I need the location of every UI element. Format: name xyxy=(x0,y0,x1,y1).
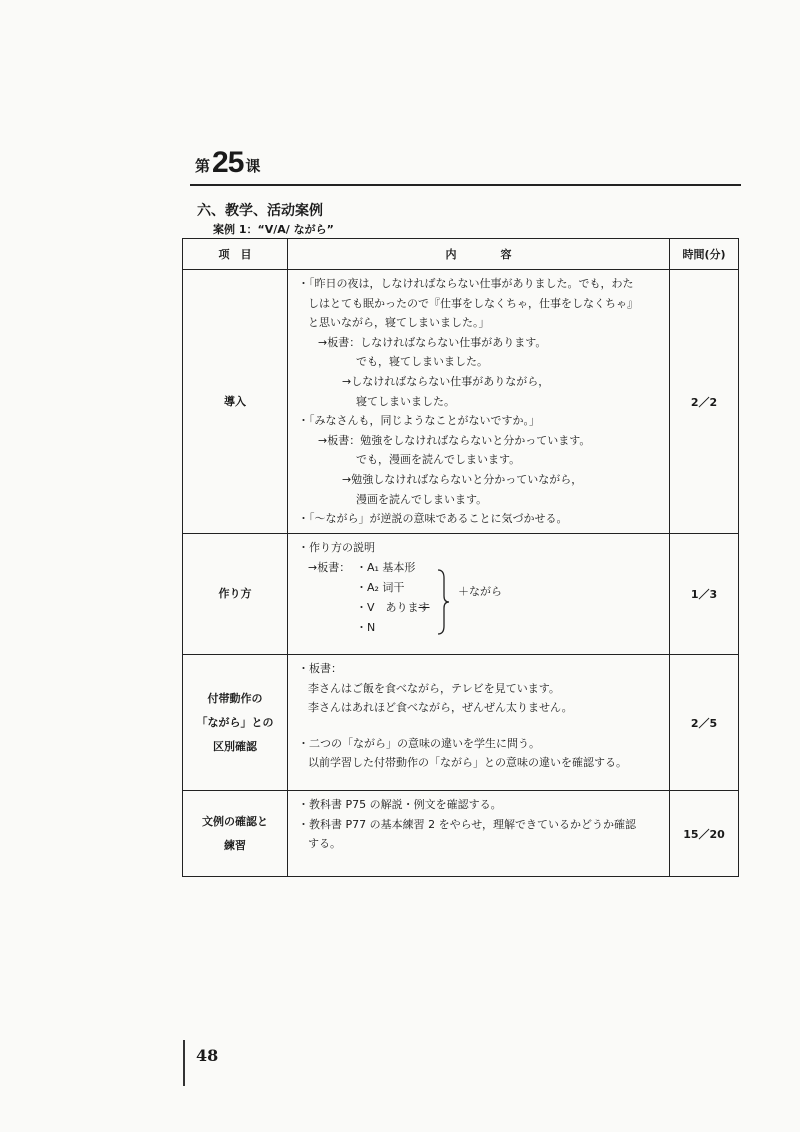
content-line: ・教科書 P77 の基本練習 2 をやらせ，理解できているかどうか確認 xyxy=(298,817,636,831)
content-line: 漫画を読んでしまいます。 xyxy=(356,492,488,506)
formation-item-v xyxy=(356,598,430,618)
row-time: 2／2 xyxy=(670,270,739,534)
lesson-header xyxy=(195,148,260,178)
formation-block xyxy=(298,538,661,648)
section-title: 六、教学、活动案例 xyxy=(197,203,323,219)
content-line: する。 xyxy=(308,837,341,851)
content-line: ・「～ながら」が逆説の意味であることに気づかせる。 xyxy=(298,512,568,526)
content-line: でも，漫画を読んでしまいます。 xyxy=(356,453,521,467)
row-content xyxy=(288,270,670,534)
formation-item: ・N xyxy=(356,621,376,634)
page-number: 48 xyxy=(196,1046,219,1065)
content-line: ・教科書 P75 の解説・例文を確認する。 xyxy=(298,798,502,811)
header-item: 项 目 xyxy=(183,239,288,270)
case-title: 案例 1：“V/A/ ながら” xyxy=(213,223,334,236)
row-time: 15／20 xyxy=(670,791,739,877)
formation-item-text: ・V ありま xyxy=(356,601,419,614)
lesson-prefix: 第 xyxy=(195,157,211,175)
row-item-line: 練習 xyxy=(224,838,246,852)
content-line: でも，寝てしまいました。 xyxy=(356,355,488,369)
table-row xyxy=(183,534,739,655)
row-item-line: 区別確認 xyxy=(213,739,257,753)
content-line: 李さんはご飯を食べながら，テレビを見ています。 xyxy=(308,681,560,695)
content-line: →板書：勉強をしなければならないと分かっています。 xyxy=(318,433,591,447)
header-content: 内 容 xyxy=(288,239,670,270)
struck-text: す xyxy=(418,601,430,614)
row-item-line: 付帯動作の xyxy=(207,691,263,705)
spacer xyxy=(298,718,661,734)
content-line: 李さんはあれほど食べながら，ぜんぜん太りません。 xyxy=(308,701,573,715)
formation-item: ・A₁ 基本形 xyxy=(356,561,416,574)
row-content xyxy=(288,534,670,655)
formation-suffix: ＋ながら xyxy=(458,585,502,598)
row-time: 1／3 xyxy=(670,534,739,655)
content-line: →板書：しなければならない仕事があります。 xyxy=(318,335,547,349)
lesson-plan-table xyxy=(182,238,739,877)
lesson-suffix: 课 xyxy=(245,157,261,175)
row-item xyxy=(183,655,288,791)
formation-heading: ・作り方の説明 xyxy=(298,541,375,554)
row-item-line: 文例の確認と xyxy=(202,814,268,828)
row-item xyxy=(183,791,288,877)
lesson-number: 25 xyxy=(212,146,244,179)
page-margin-bar xyxy=(183,1040,185,1086)
content-line: ・「みなさんも，同じようなことがないですか。」 xyxy=(298,414,540,428)
formation-item: ・A₂ 词干 xyxy=(356,581,405,594)
row-content xyxy=(288,791,670,877)
content-line: →勉強しなければならないと分かっていながら， xyxy=(342,472,583,486)
content-line: と思いながら，寝てしまいました。」 xyxy=(308,316,490,330)
formation-board: →板書： xyxy=(308,561,351,574)
content-line: 以前学習した付帯動作の「ながら」との意味の違いを確認する。 xyxy=(308,756,627,770)
table-header-row xyxy=(183,239,739,270)
row-time: 2／5 xyxy=(670,655,739,791)
content-line: しはとても眠かったので『仕事をしなくちゃ，仕事をしなくちゃ』 xyxy=(308,296,638,310)
row-item-line: 「ながら」との xyxy=(196,715,274,729)
row-content xyxy=(288,655,670,791)
content-line: ・「昨日の夜は，しなければならない仕事がありました。でも，わた xyxy=(298,277,634,290)
content-line: ・板書： xyxy=(298,662,342,675)
brace-icon xyxy=(436,568,450,636)
content-line: →しなければならない仕事がありながら， xyxy=(342,374,550,388)
content-line: 寝てしまいました。 xyxy=(356,394,455,408)
table-row xyxy=(183,270,739,534)
row-item: 作り方 xyxy=(183,534,288,655)
row-item: 導入 xyxy=(183,270,288,534)
header-rule xyxy=(190,184,741,186)
table-row xyxy=(183,655,739,791)
content-line: ・二つの「ながら」の意味の違いを学生に問う。 xyxy=(298,736,540,750)
header-time: 時間(分) xyxy=(670,239,739,270)
table-row xyxy=(183,791,739,877)
